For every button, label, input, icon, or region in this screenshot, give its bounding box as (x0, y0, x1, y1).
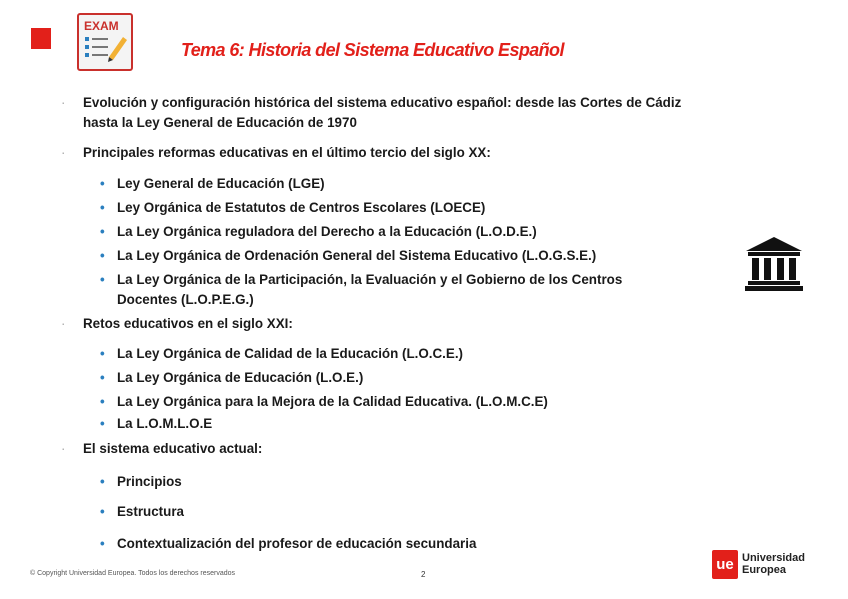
list-item: • Ley General de Educación (LGE) (117, 174, 717, 194)
section-1-line-2: hasta la Ley General de Educación de 1970 (83, 115, 357, 130)
page-number: 2 (421, 570, 426, 579)
page-title: Tema 6: Historia del Sistema Educativo Español (181, 40, 564, 60)
list-item: • Principios (117, 472, 717, 492)
list-item: • Contextualización del profesor de educación secundaria (117, 534, 717, 554)
list-item-line-1: • La Ley Orgánica de la Participación, la Evaluación y el Gobierno de los Centros (117, 272, 623, 287)
list-item: • La Ley Orgánica de Calidad de la Educación (L.O.C.E.) (117, 344, 717, 364)
list-item: • Ley Orgánica de Estatutos de Centros Escolares (LOECE) (117, 198, 717, 218)
ue-logo-badge: ue (712, 550, 738, 579)
list-item: • La Ley Orgánica reguladora del Derecho a la Educación (L.O.D.E.) (117, 222, 717, 242)
section-3-heading: · Retos educativos en el siglo XXI: (83, 314, 293, 334)
list-item: • Estructura (117, 502, 717, 522)
list-item-line-2: Docentes (L.O.P.E.G.) (117, 292, 254, 307)
list-item: • La Ley Orgánica para la Mejora de la Calidad Educativa. (L.O.M.C.E) (117, 392, 717, 412)
section-2-heading: · Principales reformas educativas en el último tercio del siglo XX: (83, 143, 491, 163)
university-building-icon (745, 237, 803, 291)
list-item: • La L.O.M.L.O.E (117, 414, 717, 434)
exam-checklist-icon (77, 13, 133, 71)
section-4-heading: · El sistema educativo actual: (83, 439, 262, 459)
red-accent-square (31, 28, 51, 49)
universidad-europea-logo (712, 550, 812, 582)
section-1 (83, 93, 681, 133)
section-1-line-1: · Evolución y configuración histórica del sistema educativo español: desde las Cortes de Cádiz (83, 95, 682, 110)
exam-label: EXAM (84, 19, 119, 33)
ue-logo-line-2: Europea (742, 564, 787, 576)
copyright-text: © Copyright Universidad Europea. Todos los derechos reservados (30, 570, 236, 577)
ue-logo-line-1: Universidad (742, 552, 805, 564)
list-item: • La Ley Orgánica de Ordenación General del Sistema Educativo (L.O.G.S.E.) (117, 246, 717, 266)
list-item-multiline (117, 270, 717, 310)
ue-logo-text (742, 552, 812, 576)
list-item: • La Ley Orgánica de Educación (L.O.E.) (117, 368, 717, 388)
